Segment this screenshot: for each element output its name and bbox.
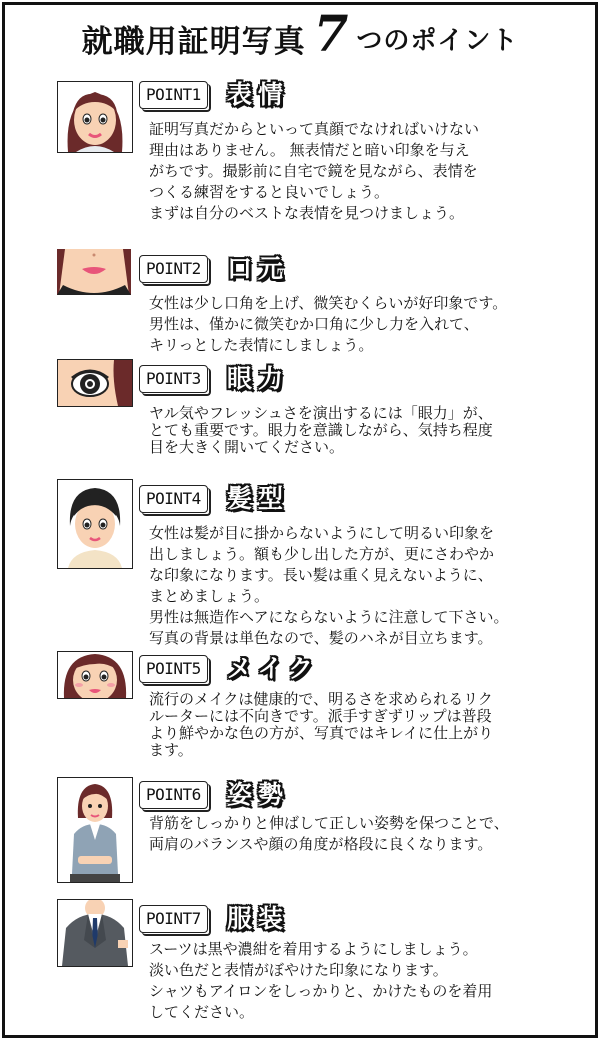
point-6-badge: POINT6 [139, 781, 208, 809]
point-2-heading: 口元 [227, 254, 290, 283]
posture-illustration [57, 777, 133, 883]
eye-illustration [57, 359, 133, 407]
point-1-badge: POINT1 [139, 81, 208, 109]
page-title [5, 4, 595, 63]
point-7-badge: POINT7 [139, 905, 208, 933]
point-1-heading: 表情 [227, 80, 290, 109]
mouth-illustration [57, 249, 131, 295]
point-2-text: 女性は少し口角を上げ、微笑むくらいが好印象です。 男性は、僅かに微笑むか口角に少し力を入れて、 キリっとした表情にしましょう。 [149, 294, 508, 354]
point-3-badge: POINT3 [139, 365, 208, 393]
point-4-text: 女性は髪が目に掛からないようにして明るい印象を 出しましょう。額も少し出した方が、更にさわやか な印象になります。長い髪は重く見えないように、 まとめましょう。 男性は無造作ヘアにならないように注意して下さい。 写真の背景は単色なので、髪のハネが目立ちます。 [149, 524, 509, 647]
point-5-badge: POINT5 [139, 655, 208, 683]
makeup-face-illustration [57, 651, 133, 699]
title-number: 7 [313, 4, 349, 63]
point-7-heading: 服装 [227, 904, 290, 933]
title-suffix: つのポイント [356, 25, 519, 56]
poster-frame [2, 2, 598, 1038]
point-1-text: 証明写真だからといって真顔でなければいけない 理由はありません。 無表情だと暗い印象を与え がちです。撮影前に自宅で鏡を見ながら、表情を つくる練習をすると良いでしょう。 まずは自分のベストな表情を見つけましょう。 [149, 120, 480, 222]
suit-illustration [57, 899, 133, 967]
title-main: 就職用証明写真 [81, 23, 306, 60]
point-3-text: ヤル気やフレッシュさを演出するには「眼力」が、 とても重要です。眼力を意識しながら、気持ち程度 目を大きく開いてください。 [149, 404, 493, 456]
point-3-heading: 眼力 [227, 364, 290, 393]
point-4-heading: 髪型 [227, 484, 290, 513]
point-6-text: 背筋をしっかりと伸ばして正しい姿勢を保つことで、 両肩のバランスや顔の角度が格段に良くなります。 [149, 814, 509, 853]
point-4-badge: POINT4 [139, 485, 208, 513]
woman-hair-illustration [57, 479, 133, 569]
point-2-badge: POINT2 [139, 255, 208, 283]
point-5-text: 流行のメイクは健康的で、明るさを求められるリク ルーターには不向きです。派手すぎずリップは普段 より鮮やかな色の方が、写真ではキレイに仕上がり ます。 [149, 690, 494, 759]
point-5-heading: メイク [227, 654, 320, 683]
woman-face-illustration [57, 81, 133, 153]
point-6-heading: 姿勢 [227, 780, 290, 809]
point-7-text: スーツは黒や濃紺を着用するようにしましょう。 淡い色だと表情がぼやけた印象になります。 シャツもアイロンをしっかりと、かけたものを着用 してください。 [149, 940, 493, 1021]
